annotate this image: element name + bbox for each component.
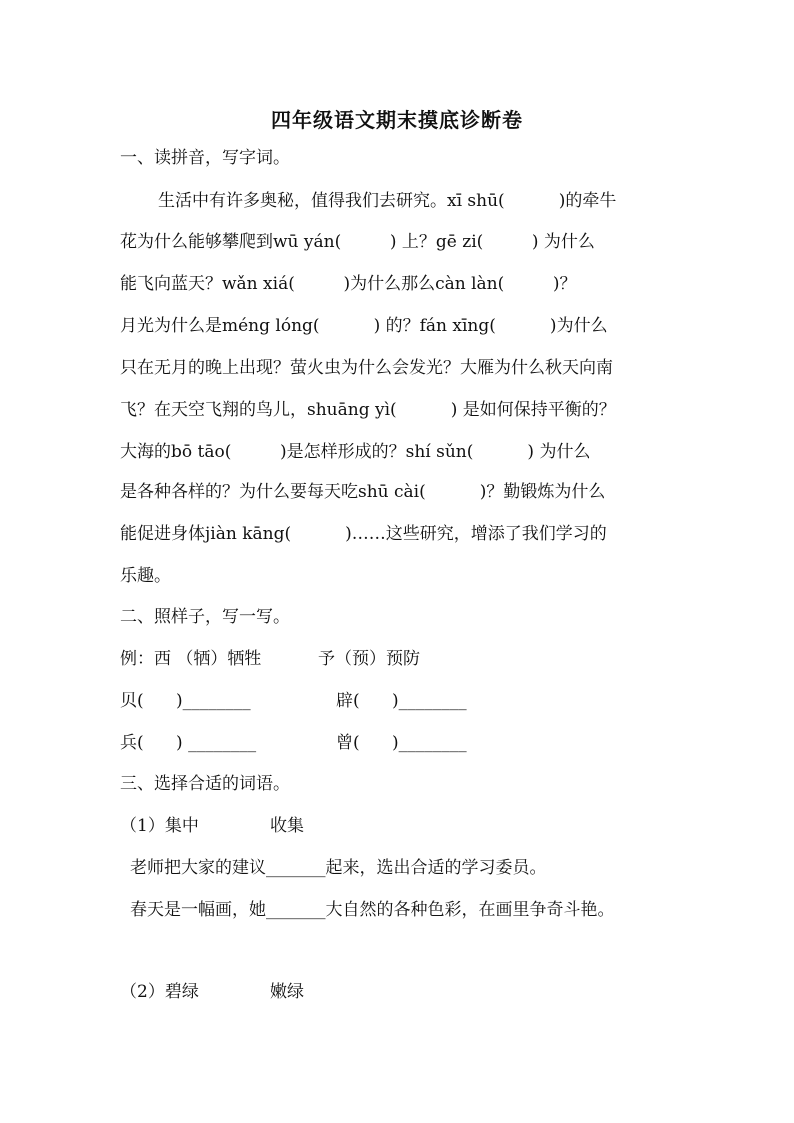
section2-heading: 二、照样子，写一写。 <box>120 607 290 627</box>
passage-line-3: 能飞向蓝天？wǎn xiá( )为什么那么càn làn( )？ <box>120 274 577 294</box>
exam-title: 四年级语文期末摸底诊断卷 <box>271 108 523 132</box>
passage-line-6: 飞？在天空飞翔的鸟儿，shuāng yì( ) 是如何保持平衡的？ <box>120 400 616 420</box>
passage-line-2: 花为什么能够攀爬到wū yán( ) 上？gē zi( ) 为什么 <box>120 232 595 252</box>
example-a: 例：西 （牺）牺牲 <box>120 649 262 669</box>
passage-line-10: 乐趣。 <box>120 566 171 586</box>
exercise-row1-b: 辟( )________ <box>336 691 467 711</box>
question1-option: 收集 <box>270 816 304 836</box>
passage-line-8: 是各种各样的？为什么要每天吃shū cài( )？勤锻炼为什么 <box>120 482 606 502</box>
question1-label: （1）集中 <box>120 816 199 836</box>
question2-label: （2）碧绿 <box>120 982 199 1002</box>
passage-line-7: 大海的bō tāo( )是怎样形成的？shí sǔn( ) 为什么 <box>120 442 591 462</box>
question1-sentence-2: 春天是一幅画，她_______大自然的各种色彩，在画里争奇斗艳。 <box>130 900 615 920</box>
exercise-row2-b: 曾( )________ <box>336 733 467 753</box>
exercise-row2-a: 兵( ) ________ <box>120 733 257 753</box>
section3-heading: 三、选择合适的词语。 <box>120 774 290 794</box>
passage-line-5: 只在无月的晚上出现？萤火虫为什么会发光？大雁为什么秋天向南 <box>120 358 613 378</box>
question2-option: 嫩绿 <box>270 982 304 1002</box>
section1-heading: 一、读拼音，写字词。 <box>120 148 290 168</box>
example-b: 予（预）预防 <box>318 649 420 669</box>
exercise-row1-a: 贝( )________ <box>120 691 251 711</box>
passage-line-4: 月光为什么是méng lóng( ) 的？fán xīng( )为什么 <box>120 316 608 336</box>
passage-line-9: 能促进身体jiàn kāng( )……这些研究，增添了我们学习的 <box>120 524 607 544</box>
passage-line-1: 生活中有许多奥秘，值得我们去研究。xī shū( )的牵牛 <box>158 191 617 211</box>
question1-sentence-1: 老师把大家的建议_______起来，选出合适的学习委员。 <box>130 858 547 878</box>
